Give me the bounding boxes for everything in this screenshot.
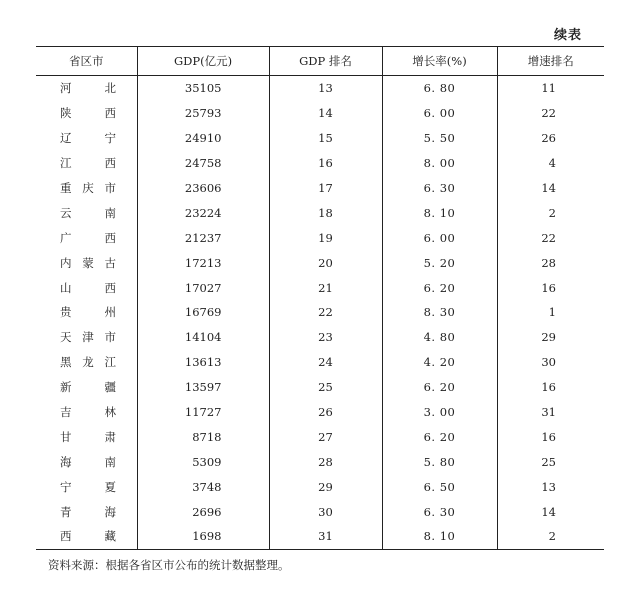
table-row [36, 325, 604, 350]
table-row [36, 151, 604, 176]
province-cell: 辽 宁 [60, 131, 116, 146]
growth-rank-cell: 16 [497, 424, 604, 449]
table-row [36, 449, 604, 474]
province-cell-wrap [36, 101, 137, 126]
province-cell-wrap [36, 151, 137, 176]
growth-rate-cell: 6. 20 [382, 375, 497, 400]
province-cell: 陕 西 [60, 106, 116, 121]
province-cell: 宁 夏 [60, 479, 116, 494]
table-row [36, 101, 604, 126]
gdp-rank-cell: 21 [269, 275, 382, 300]
table-row [36, 250, 604, 275]
growth-rate-cell: 5. 50 [382, 126, 497, 151]
table-row [36, 200, 604, 225]
table-row [36, 300, 604, 325]
gdp-cell: 35105 [137, 76, 269, 101]
growth-rank-cell: 26 [497, 126, 604, 151]
growth-rank-cell: 16 [497, 375, 604, 400]
table-caption: 续表 [553, 28, 582, 43]
table-row [36, 76, 604, 101]
province-cell-wrap [36, 325, 137, 350]
table-row [36, 424, 604, 449]
province-cell-wrap [36, 400, 137, 425]
growth-rank-cell: 22 [497, 225, 604, 250]
header-growth-rate: 增长率(%) [382, 47, 497, 76]
province-cell-wrap [36, 275, 137, 300]
growth-rank-cell: 4 [497, 151, 604, 176]
gdp-rank-cell: 31 [269, 524, 382, 549]
table-row [36, 176, 604, 201]
table-row [36, 524, 604, 549]
growth-rank-cell: 2 [497, 200, 604, 225]
growth-rank-cell: 11 [497, 76, 604, 101]
gdp-cell: 24758 [137, 151, 269, 176]
province-cell-wrap [36, 76, 137, 101]
growth-rank-cell: 31 [497, 400, 604, 425]
gdp-cell: 17213 [137, 250, 269, 275]
gdp-rank-cell: 26 [269, 400, 382, 425]
gdp-cell: 1698 [137, 524, 269, 549]
gdp-rank-cell: 13 [269, 76, 382, 101]
province-cell: 云 南 [60, 205, 116, 220]
table-row [36, 375, 604, 400]
table-row [36, 350, 604, 375]
province-cell: 甘 肃 [60, 429, 116, 444]
province-cell-wrap [36, 350, 137, 375]
province-cell-wrap [36, 225, 137, 250]
table-header-row [36, 47, 604, 76]
header-gdp-rank: GDP 排名 [269, 47, 382, 76]
province-cell: 贵 州 [60, 305, 116, 320]
province-cell: 海 南 [60, 454, 116, 469]
gdp-rank-cell: 30 [269, 499, 382, 524]
growth-rate-cell: 5. 80 [382, 449, 497, 474]
growth-rate-cell: 8. 10 [382, 524, 497, 549]
growth-rank-cell: 29 [497, 325, 604, 350]
growth-rate-cell: 6. 50 [382, 474, 497, 499]
province-cell-wrap [36, 126, 137, 151]
province-cell: 西 藏 [60, 529, 116, 544]
gdp-cell: 11727 [137, 400, 269, 425]
growth-rate-cell: 6. 30 [382, 499, 497, 524]
province-cell-wrap [36, 474, 137, 499]
province-cell-wrap [36, 499, 137, 524]
growth-rate-cell: 6. 00 [382, 225, 497, 250]
gdp-cell: 23224 [137, 200, 269, 225]
gdp-cell: 23606 [137, 176, 269, 201]
gdp-cell: 14104 [137, 325, 269, 350]
growth-rate-cell: 8. 10 [382, 200, 497, 225]
province-cell: 河 北 [60, 81, 116, 96]
growth-rank-cell: 1 [497, 300, 604, 325]
gdp-cell: 25793 [137, 101, 269, 126]
gdp-cell: 16769 [137, 300, 269, 325]
province-cell: 吉 林 [60, 405, 116, 420]
growth-rate-cell: 4. 20 [382, 350, 497, 375]
growth-rank-cell: 30 [497, 350, 604, 375]
growth-rate-cell: 4. 80 [382, 325, 497, 350]
province-cell-wrap [36, 524, 137, 549]
growth-rate-cell: 8. 30 [382, 300, 497, 325]
header-gdp: GDP(亿元) [137, 47, 269, 76]
province-cell: 广 西 [60, 230, 116, 245]
province-cell-wrap [36, 424, 137, 449]
growth-rank-cell: 16 [497, 275, 604, 300]
gdp-cell: 13613 [137, 350, 269, 375]
gdp-cell: 8718 [137, 424, 269, 449]
gdp-rank-cell: 27 [269, 424, 382, 449]
gdp-cell: 13597 [137, 375, 269, 400]
growth-rate-cell: 6. 00 [382, 101, 497, 126]
gdp-rank-cell: 25 [269, 375, 382, 400]
growth-rate-cell: 6. 20 [382, 424, 497, 449]
table-row [36, 225, 604, 250]
province-cell: 新 疆 [60, 380, 116, 395]
province-cell-wrap [36, 300, 137, 325]
growth-rate-cell: 3. 00 [382, 400, 497, 425]
table-row [36, 275, 604, 300]
table-row [36, 474, 604, 499]
growth-rank-cell: 22 [497, 101, 604, 126]
growth-rate-cell: 6. 80 [382, 76, 497, 101]
gdp-cell: 2696 [137, 499, 269, 524]
growth-rank-cell: 14 [497, 499, 604, 524]
growth-rate-cell: 5. 20 [382, 250, 497, 275]
growth-rate-cell: 8. 00 [382, 151, 497, 176]
gdp-cell: 24910 [137, 126, 269, 151]
gdp-rank-cell: 17 [269, 176, 382, 201]
header-growth-rank: 增速排名 [497, 47, 604, 76]
gdp-rank-cell: 28 [269, 449, 382, 474]
growth-rank-cell: 14 [497, 176, 604, 201]
gdp-cell: 3748 [137, 474, 269, 499]
gdp-cell: 5309 [137, 449, 269, 474]
header-province: 省区市 [69, 54, 104, 68]
province-cell-wrap [36, 250, 137, 275]
province-cell-wrap [36, 449, 137, 474]
province-cell-wrap [36, 176, 137, 201]
gdp-rank-cell: 19 [269, 225, 382, 250]
source-note: 资料来源：根据各省区市公布的统计数据整理。 [48, 558, 290, 572]
province-cell: 内 蒙 古 [60, 255, 116, 270]
gdp-cell: 17027 [137, 275, 269, 300]
province-cell-wrap [36, 200, 137, 225]
gdp-cell: 21237 [137, 225, 269, 250]
growth-rank-cell: 2 [497, 524, 604, 549]
province-cell: 青 海 [60, 504, 116, 519]
province-cell: 江 西 [60, 156, 116, 171]
growth-rank-cell: 28 [497, 250, 604, 275]
gdp-rank-cell: 24 [269, 350, 382, 375]
gdp-rank-cell: 22 [269, 300, 382, 325]
province-cell: 天 津 市 [60, 330, 116, 345]
gdp-rank-cell: 16 [269, 151, 382, 176]
growth-rank-cell: 13 [497, 474, 604, 499]
gdp-rank-cell: 23 [269, 325, 382, 350]
province-cell: 重 庆 市 [60, 181, 116, 195]
gdp-rank-cell: 15 [269, 126, 382, 151]
table-row [36, 400, 604, 425]
table-row [36, 499, 604, 524]
growth-rank-cell: 25 [497, 449, 604, 474]
gdp-rank-cell: 20 [269, 250, 382, 275]
table-row [36, 126, 604, 151]
province-cell: 山 西 [60, 280, 116, 295]
province-cell-wrap [36, 375, 137, 400]
gdp-rank-cell: 14 [269, 101, 382, 126]
gdp-rank-cell: 29 [269, 474, 382, 499]
gdp-table [36, 46, 604, 550]
growth-rate-cell: 6. 30 [382, 176, 497, 201]
gdp-rank-cell: 18 [269, 200, 382, 225]
growth-rate-cell: 6. 20 [382, 275, 497, 300]
province-cell: 黑 龙 江 [60, 355, 116, 370]
